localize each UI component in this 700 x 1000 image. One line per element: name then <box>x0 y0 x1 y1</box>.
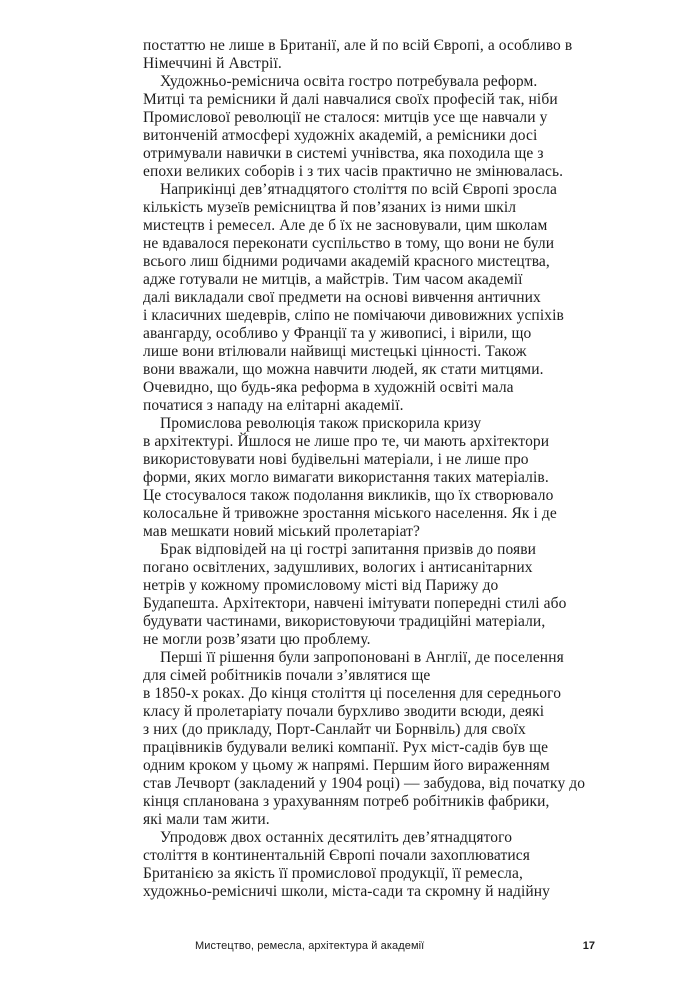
page-number: 17 <box>582 940 595 952</box>
text-line: мав мешкати новий міський пролетаріат? <box>143 523 421 540</box>
text-line: і класичних шедеврів, сліпо не помічаючи дивовижних успіхів <box>143 307 564 324</box>
text-line: Брак відповідей на ці гострі запитання призвів до появи <box>160 541 537 558</box>
text-line: не вдавалося переконати суспільство в тому, що вони не були <box>143 235 555 252</box>
text-line: витонченій атмосфері художніх академій, а ремісники досі <box>143 127 538 144</box>
text-line: одним кроком у цьому ж напрямі. Першим його вираженням <box>143 757 550 774</box>
text-line: всього лиш бідними родичами академій красного мистецтва, <box>143 253 550 270</box>
text-line: став Лечворт (закладений у 1904 році) — забудова, від початку до <box>143 775 586 792</box>
text-line: які мали там жити. <box>143 811 270 828</box>
text-line: авангарду, особливо у Франції та у живописі, і вірили, що <box>143 325 532 342</box>
text-line: використовувати нові будівельні матеріали, і не лише про <box>143 451 529 468</box>
text-line: колосальне й тривожне зростання міського населення. Як і де <box>143 505 557 522</box>
text-line: отримували навички в системі учнівства, яка походила ще з <box>143 145 544 162</box>
text-line: художньо-ремісничі школи, міста-сади та скромну й надійну <box>143 883 551 900</box>
text-line: Промислова революція також прискорила кризу <box>160 415 482 432</box>
text-line: лише вони втілювали найвищі мистецькі цінності. Також <box>143 343 527 360</box>
text-line: епохи великих соборів і з тих часів практично не змінювалась. <box>143 163 564 180</box>
text-line: в 1850-х роках. До кінця століття ці поселення для середнього <box>143 685 562 702</box>
text-line: Німеччині й Австрії. <box>143 55 282 72</box>
text-line: працівників будували великі компанії. Рух міст-садів був ще <box>143 739 549 756</box>
text-line: вони вважали, що можна навчити людей, як стати митцями. <box>143 361 544 378</box>
text-line: в архітектурі. Йшлося не лише про те, чи мають архітектори <box>143 433 550 450</box>
text-line: Будапешта. Архітектори, навчені імітувати попередні стилі або <box>143 595 567 612</box>
text-line: Перші її рішення були запропоновані в Англії, де поселення <box>160 649 564 666</box>
text-line: Художньо-реміснича освіта гостро потребувала реформ. <box>160 73 538 90</box>
text-line: постаттю не лише в Британії, але й по всій Європі, а особливо в <box>143 37 573 54</box>
text-line: Британією за якість її промислової продукції, її ремесла, <box>143 865 523 882</box>
paragraph <box>143 73 633 181</box>
text-line: Наприкінці дев’ятнадцятого століття по всій Європі зросла <box>160 181 557 198</box>
text-line: століття в континентальній Європі почали захоплюватися <box>143 847 530 864</box>
text-line: кількість музеїв ремісництва й пов’язаних із ними шкіл <box>143 199 517 216</box>
text-line: не могли розв’язати цю проблему. <box>143 631 371 648</box>
text-line: Очевидно, що будь-яка реформа в художній освіті мала <box>143 379 514 396</box>
text-line: з них (до прикладу, Порт-Санлайт чи Борнвіль) для своїх <box>143 721 526 738</box>
text-line: форми, яких могло вимагати використання таких матеріалів. <box>143 469 549 486</box>
page-footer <box>195 940 595 952</box>
text-line: класу й пролетаріату почали бурхливо зводити всюди, деякі <box>143 703 545 720</box>
text-line: будувати частинами, використовуючи традиційні матеріали, <box>143 613 546 630</box>
text-line: нетрів у кожному промисловому місті від Парижу до <box>143 577 499 594</box>
paragraph <box>143 37 633 73</box>
paragraph <box>143 649 633 829</box>
text-line: далі викладали свої предмети на основі вивчення античних <box>143 289 541 306</box>
text-line: мистецтв і ремесел. Але де б їх не засновували, цим школам <box>143 217 548 234</box>
text-line: для сімей робітників почали з’являтися ще <box>143 667 431 684</box>
text-line: погано освітлених, задушливих, вологих і антисанітарних <box>143 559 533 576</box>
text-line: адже готували не митців, а майстрів. Тим часом академії <box>143 271 523 288</box>
body-text <box>143 37 633 901</box>
paragraph <box>143 415 633 541</box>
paragraph <box>143 829 633 901</box>
text-line: початися з нападу на елітарні академії. <box>143 397 404 414</box>
paragraph <box>143 181 633 415</box>
text-line: кінця спланована з урахуванням потреб робітників фабрики, <box>143 793 550 810</box>
paragraph <box>143 541 633 649</box>
footer-section-title: Мистецтво, ремесла, архітектура й академії <box>195 940 425 952</box>
text-line: Це стосувалося також подолання викликів, що їх створювало <box>143 487 554 504</box>
text-line: Митці та ремісники й далі навчалися своїх професій так, ніби <box>143 91 558 108</box>
text-line: Упродовж двох останніх десятиліть дев’ятнадцятого <box>160 829 513 846</box>
text-line: Промислової революції не сталося: митців усе ще навчали у <box>143 109 548 126</box>
